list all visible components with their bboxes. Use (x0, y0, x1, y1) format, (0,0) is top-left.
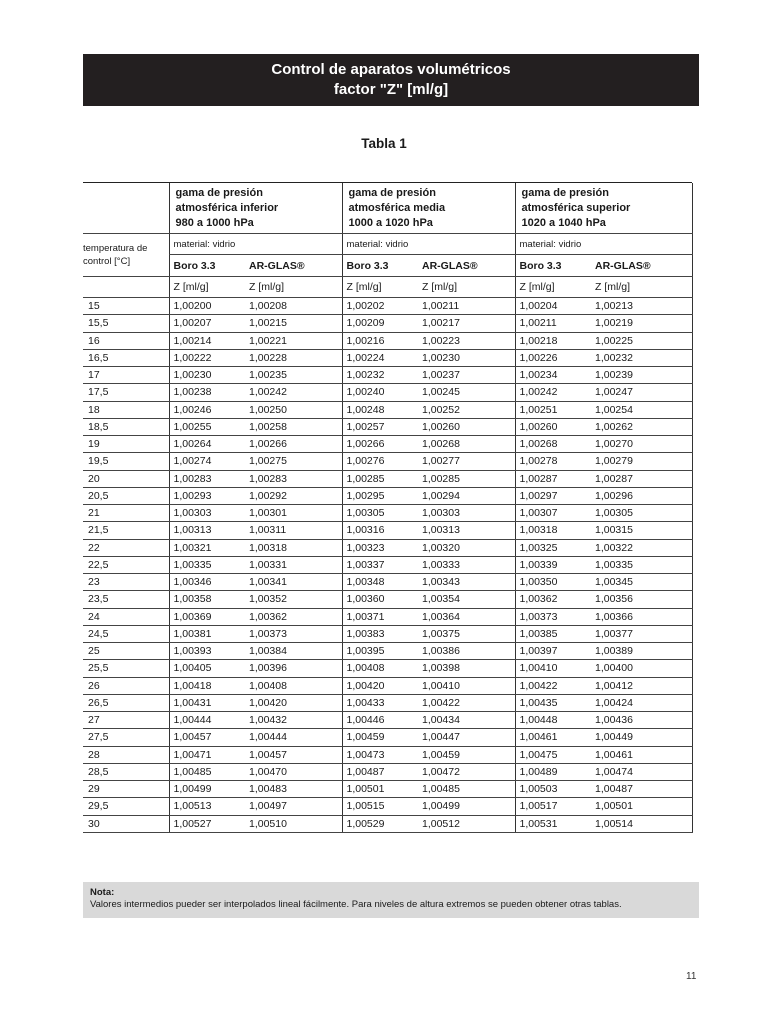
temperature-cell: 18,5 (83, 418, 169, 435)
z-factor-cell: 1,00221 (249, 332, 342, 349)
z-factor-cell: 1,00260 (515, 418, 595, 435)
table-row (83, 298, 692, 315)
z-factor-cell: 1,00501 (342, 781, 422, 798)
z-factor-cell: 1,00345 (595, 574, 692, 591)
z-factor-cell: 1,00472 (422, 763, 515, 780)
z-factor-cell: 1,00235 (249, 367, 342, 384)
z-factor-cell: 1,00303 (169, 505, 249, 522)
z-factor-cell: 1,00459 (342, 729, 422, 746)
temperature-cell: 17,5 (83, 384, 169, 401)
table-row (83, 401, 692, 418)
glass-arglas-mid: AR-GLAS® (422, 255, 515, 277)
temperature-header-line2: control [°C] (83, 256, 131, 267)
z-factor-cell: 1,00362 (515, 591, 595, 608)
z-factor-cell: 1,00301 (249, 505, 342, 522)
unit-arglas-low: Z [ml/g] (249, 277, 342, 298)
temperature-cell: 17 (83, 367, 169, 384)
z-factor-cell: 1,00389 (595, 643, 692, 660)
z-factor-cell: 1,00471 (169, 746, 249, 763)
z-factor-cell: 1,00420 (342, 677, 422, 694)
table-row (83, 781, 692, 798)
z-factor-cell: 1,00408 (342, 660, 422, 677)
table-row (83, 798, 692, 815)
table-row (83, 625, 692, 642)
z-factor-cell: 1,00448 (515, 712, 595, 729)
table-row (83, 643, 692, 660)
table-row (83, 315, 692, 332)
z-factor-cell: 1,00303 (422, 505, 515, 522)
z-factor-cell: 1,00487 (595, 781, 692, 798)
z-factor-cell: 1,00447 (422, 729, 515, 746)
z-factor-cell: 1,00232 (595, 349, 692, 366)
z-factor-cell: 1,00318 (515, 522, 595, 539)
z-factor-cell: 1,00383 (342, 625, 422, 642)
z-factor-cell: 1,00384 (249, 643, 342, 660)
temperature-cell: 30 (83, 815, 169, 832)
z-factor-cell: 1,00323 (342, 539, 422, 556)
z-factor-cell: 1,00320 (422, 539, 515, 556)
z-factor-cell: 1,00356 (595, 591, 692, 608)
z-factor-cell: 1,00279 (595, 453, 692, 470)
temperature-cell: 15 (83, 298, 169, 315)
z-factor-cell: 1,00343 (422, 574, 515, 591)
z-factor-cell: 1,00242 (249, 384, 342, 401)
z-factor-cell: 1,00405 (169, 660, 249, 677)
z-factor-cell: 1,00335 (595, 556, 692, 573)
z-factor-cell: 1,00254 (595, 401, 692, 418)
z-factor-cell: 1,00270 (595, 436, 692, 453)
z-factor-cell: 1,00499 (422, 798, 515, 815)
z-factor-cell: 1,00529 (342, 815, 422, 832)
temperature-cell: 22,5 (83, 556, 169, 573)
temperature-cell: 25,5 (83, 660, 169, 677)
z-factor-cell: 1,00369 (169, 608, 249, 625)
table-row (83, 660, 692, 677)
z-factor-cell: 1,00408 (249, 677, 342, 694)
z-factor-cell: 1,00321 (169, 539, 249, 556)
z-factor-cell: 1,00474 (595, 763, 692, 780)
z-factor-cell: 1,00515 (342, 798, 422, 815)
header-title-line1: Control de aparatos volumétricos (271, 61, 511, 78)
temperature-cell: 28,5 (83, 763, 169, 780)
z-factor-cell: 1,00250 (249, 401, 342, 418)
z-factor-cell: 1,00371 (342, 608, 422, 625)
unit-boro-mid: Z [ml/g] (342, 277, 422, 298)
z-factor-cell: 1,00247 (595, 384, 692, 401)
material-high: material: vidrio (515, 234, 692, 255)
z-factor-cell: 1,00294 (422, 487, 515, 504)
temperature-cell: 29,5 (83, 798, 169, 815)
page-header-banner (83, 54, 699, 106)
z-factor-cell: 1,00459 (422, 746, 515, 763)
z-factor-cell: 1,00277 (422, 453, 515, 470)
z-factor-cell: 1,00436 (595, 712, 692, 729)
z-factor-cell: 1,00432 (249, 712, 342, 729)
z-factor-cell: 1,00226 (515, 349, 595, 366)
z-factor-cell: 1,00461 (595, 746, 692, 763)
temperature-cell: 20 (83, 470, 169, 487)
z-factor-cell: 1,00358 (169, 591, 249, 608)
z-factor-cell: 1,00422 (515, 677, 595, 694)
z-factor-cell: 1,00224 (342, 349, 422, 366)
unit-boro-high: Z [ml/g] (515, 277, 595, 298)
z-factor-cell: 1,00350 (515, 574, 595, 591)
table-title: Tabla 1 (361, 136, 407, 151)
temperature-cell: 23,5 (83, 591, 169, 608)
glass-arglas-low: AR-GLAS® (249, 255, 342, 277)
z-factor-cell: 1,00217 (422, 315, 515, 332)
unit-arglas-mid: Z [ml/g] (422, 277, 515, 298)
z-factor-cell: 1,00230 (169, 367, 249, 384)
note-title: Nota: (90, 887, 115, 898)
table-row (83, 349, 692, 366)
z-factor-cell: 1,00366 (595, 608, 692, 625)
z-factor-cell: 1,00348 (342, 574, 422, 591)
temperature-cell: 25 (83, 643, 169, 660)
table-row (83, 453, 692, 470)
temperature-cell: 24,5 (83, 625, 169, 642)
z-factor-cell: 1,00274 (169, 453, 249, 470)
range-high-line3: 1020 a 1040 hPa (521, 216, 606, 229)
z-factor-cell: 1,00293 (169, 487, 249, 504)
z-factor-cell: 1,00475 (515, 746, 595, 763)
z-factor-cell: 1,00381 (169, 625, 249, 642)
z-factor-cell: 1,00242 (515, 384, 595, 401)
unit-arglas-high: Z [ml/g] (595, 277, 692, 298)
z-factor-cell: 1,00228 (249, 349, 342, 366)
z-factor-cell: 1,00461 (515, 729, 595, 746)
table-row (83, 763, 692, 780)
z-factor-cell: 1,00364 (422, 608, 515, 625)
z-factor-cell: 1,00262 (595, 418, 692, 435)
z-factor-cell: 1,00238 (169, 384, 249, 401)
z-factor-cell: 1,00410 (422, 677, 515, 694)
z-factor-cell: 1,00246 (169, 401, 249, 418)
temperature-header (83, 234, 169, 277)
table-row (83, 436, 692, 453)
z-factor-cell: 1,00278 (515, 453, 595, 470)
unit-boro-low: Z [ml/g] (169, 277, 249, 298)
note-box (83, 882, 699, 918)
temperature-cell: 26,5 (83, 694, 169, 711)
z-factor-cell: 1,00431 (169, 694, 249, 711)
temperature-cell: 19,5 (83, 453, 169, 470)
z-factor-cell: 1,00444 (249, 729, 342, 746)
z-factor-cell: 1,00501 (595, 798, 692, 815)
z-factor-cell: 1,00211 (515, 315, 595, 332)
range-high-line2: atmosférica superior (521, 201, 631, 214)
z-factor-cell: 1,00283 (169, 470, 249, 487)
z-factor-cell: 1,00433 (342, 694, 422, 711)
z-factor-cell: 1,00260 (422, 418, 515, 435)
table-row (83, 367, 692, 384)
temperature-cell: 24 (83, 608, 169, 625)
z-factor-cell: 1,00434 (422, 712, 515, 729)
z-factor-cell: 1,00339 (515, 556, 595, 573)
z-factor-cell: 1,00232 (342, 367, 422, 384)
z-factor-cell: 1,00424 (595, 694, 692, 711)
z-factor-cell: 1,00435 (515, 694, 595, 711)
material-mid: material: vidrio (342, 234, 515, 255)
glass-boro-high: Boro 3.3 (515, 255, 595, 277)
table-row (83, 539, 692, 556)
z-factor-cell: 1,00514 (595, 815, 692, 832)
z-factor-cell: 1,00473 (342, 746, 422, 763)
z-factor-cell: 1,00396 (249, 660, 342, 677)
table-row (83, 574, 692, 591)
temperature-cell: 23 (83, 574, 169, 591)
pressure-range-mid (342, 183, 515, 234)
z-factor-cell: 1,00218 (515, 332, 595, 349)
z-factor-cell: 1,00207 (169, 315, 249, 332)
table-row (83, 522, 692, 539)
z-factor-cell: 1,00295 (342, 487, 422, 504)
z-factor-cell: 1,00362 (249, 608, 342, 625)
z-factor-cell: 1,00287 (515, 470, 595, 487)
z-factor-cell: 1,00499 (169, 781, 249, 798)
corner-blank-cell (83, 183, 169, 234)
z-factor-cell: 1,00237 (422, 367, 515, 384)
z-factor-cell: 1,00398 (422, 660, 515, 677)
z-factor-cell: 1,00257 (342, 418, 422, 435)
z-factor-cell: 1,00266 (342, 436, 422, 453)
temperature-cell: 29 (83, 781, 169, 798)
range-high-line1: gama de presión (521, 186, 609, 199)
table-row (83, 418, 692, 435)
z-factor-cell: 1,00213 (595, 298, 692, 315)
glass-boro-mid: Boro 3.3 (342, 255, 422, 277)
z-factor-cell: 1,00248 (342, 401, 422, 418)
z-factor-cell: 1,00503 (515, 781, 595, 798)
z-factor-cell: 1,00209 (342, 315, 422, 332)
z-factor-cell: 1,00202 (342, 298, 422, 315)
z-factor-cell: 1,00200 (169, 298, 249, 315)
z-factor-cell: 1,00311 (249, 522, 342, 539)
table-row (83, 608, 692, 625)
table-row (83, 384, 692, 401)
z-factor-cell: 1,00422 (422, 694, 515, 711)
z-factor-cell: 1,00449 (595, 729, 692, 746)
z-factor-cell: 1,00331 (249, 556, 342, 573)
z-factor-cell: 1,00341 (249, 574, 342, 591)
table-row (83, 487, 692, 504)
range-mid-line3: 1000 a 1020 hPa (348, 216, 433, 229)
z-factor-cell: 1,00216 (342, 332, 422, 349)
temperature-cell: 28 (83, 746, 169, 763)
z-factor-cell: 1,00487 (342, 763, 422, 780)
table-row (83, 591, 692, 608)
z-factor-cell: 1,00333 (422, 556, 515, 573)
z-factor-cell: 1,00513 (169, 798, 249, 815)
z-factor-cell: 1,00352 (249, 591, 342, 608)
z-factor-cell: 1,00285 (422, 470, 515, 487)
z-factor-cell: 1,00373 (515, 608, 595, 625)
z-factor-cell: 1,00230 (422, 349, 515, 366)
z-factor-cell: 1,00211 (422, 298, 515, 315)
z-factor-cell: 1,00318 (249, 539, 342, 556)
temperature-cell: 18 (83, 401, 169, 418)
z-factor-cell: 1,00354 (422, 591, 515, 608)
z-factor-cell: 1,00527 (169, 815, 249, 832)
z-factor-cell: 1,00307 (515, 505, 595, 522)
z-factor-cell: 1,00412 (595, 677, 692, 694)
z-factor-cell: 1,00346 (169, 574, 249, 591)
temperature-cell: 16 (83, 332, 169, 349)
temperature-cell: 16,5 (83, 349, 169, 366)
range-low-line1: gama de presión (175, 186, 263, 199)
z-factor-cell: 1,00485 (422, 781, 515, 798)
z-factor-cell: 1,00222 (169, 349, 249, 366)
z-factor-cell: 1,00510 (249, 815, 342, 832)
z-factor-cell: 1,00208 (249, 298, 342, 315)
range-low-line2: atmosférica inferior (175, 201, 279, 214)
temperature-cell: 27 (83, 712, 169, 729)
z-factor-cell: 1,00215 (249, 315, 342, 332)
temperature-cell: 22 (83, 539, 169, 556)
table-row (83, 694, 692, 711)
z-factor-cell: 1,00239 (595, 367, 692, 384)
temperature-cell: 15,5 (83, 315, 169, 332)
z-factor-cell: 1,00497 (249, 798, 342, 815)
table-row (83, 332, 692, 349)
z-factor-cell: 1,00287 (595, 470, 692, 487)
table-row (83, 470, 692, 487)
z-factor-cell: 1,00483 (249, 781, 342, 798)
z-factor-cell: 1,00337 (342, 556, 422, 573)
note-text: Valores intermedios pueder ser interpolados lineal fácilmente. Para niveles de altura extremos se pueden obtener otras tablas. (90, 899, 622, 910)
z-factor-cell: 1,00457 (249, 746, 342, 763)
z-factor-cell: 1,00360 (342, 591, 422, 608)
z-factor-cell: 1,00283 (249, 470, 342, 487)
table-row (83, 746, 692, 763)
temperature-cell: 21,5 (83, 522, 169, 539)
z-factor-cell: 1,00400 (595, 660, 692, 677)
z-factor-cell: 1,00444 (169, 712, 249, 729)
pressure-range-high (515, 183, 692, 234)
z-factor-cell: 1,00240 (342, 384, 422, 401)
z-factor-table (83, 182, 693, 833)
z-factor-cell: 1,00245 (422, 384, 515, 401)
z-factor-cell: 1,00375 (422, 625, 515, 642)
z-factor-cell: 1,00225 (595, 332, 692, 349)
z-factor-cell: 1,00285 (342, 470, 422, 487)
temperature-cell: 21 (83, 505, 169, 522)
table-row (83, 815, 692, 832)
z-factor-cell: 1,00386 (422, 643, 515, 660)
range-mid-line2: atmosférica media (348, 201, 446, 214)
header-title-line2: factor "Z" [ml/g] (333, 81, 449, 98)
z-factor-cell: 1,00395 (342, 643, 422, 660)
pressure-range-low (169, 183, 342, 234)
z-factor-cell: 1,00276 (342, 453, 422, 470)
table-row (83, 556, 692, 573)
z-factor-cell: 1,00268 (515, 436, 595, 453)
table-row (83, 729, 692, 746)
z-factor-cell: 1,00219 (595, 315, 692, 332)
z-factor-cell: 1,00252 (422, 401, 515, 418)
glass-arglas-high: AR-GLAS® (595, 255, 692, 277)
unit-blank-cell (83, 277, 169, 298)
z-factor-cell: 1,00489 (515, 763, 595, 780)
z-factor-cell: 1,00418 (169, 677, 249, 694)
z-factor-cell: 1,00517 (515, 798, 595, 815)
z-factor-cell: 1,00410 (515, 660, 595, 677)
z-factor-cell: 1,00316 (342, 522, 422, 539)
range-low-line3: 980 a 1000 hPa (175, 216, 254, 229)
z-factor-cell: 1,00266 (249, 436, 342, 453)
z-factor-cell: 1,00258 (249, 418, 342, 435)
z-factor-cell: 1,00296 (595, 487, 692, 504)
z-factor-cell: 1,00305 (342, 505, 422, 522)
z-factor-cell: 1,00393 (169, 643, 249, 660)
z-factor-cell: 1,00377 (595, 625, 692, 642)
z-factor-cell: 1,00251 (515, 401, 595, 418)
z-factor-cell: 1,00313 (422, 522, 515, 539)
z-factor-cell: 1,00420 (249, 694, 342, 711)
z-factor-cell: 1,00214 (169, 332, 249, 349)
temperature-cell: 19 (83, 436, 169, 453)
z-factor-cell: 1,00325 (515, 539, 595, 556)
z-factor-cell: 1,00457 (169, 729, 249, 746)
temperature-cell: 27,5 (83, 729, 169, 746)
z-factor-cell: 1,00264 (169, 436, 249, 453)
z-factor-cell: 1,00446 (342, 712, 422, 729)
temperature-cell: 26 (83, 677, 169, 694)
z-factor-cell: 1,00234 (515, 367, 595, 384)
z-factor-cell: 1,00397 (515, 643, 595, 660)
z-factor-cell: 1,00531 (515, 815, 595, 832)
z-factor-cell: 1,00485 (169, 763, 249, 780)
z-factor-cell: 1,00313 (169, 522, 249, 539)
z-factor-cell: 1,00297 (515, 487, 595, 504)
z-factor-cell: 1,00305 (595, 505, 692, 522)
page-number: 11 (686, 971, 697, 982)
z-factor-cell: 1,00373 (249, 625, 342, 642)
z-factor-cell: 1,00255 (169, 418, 249, 435)
z-factor-cell: 1,00335 (169, 556, 249, 573)
material-low: material: vidrio (169, 234, 342, 255)
z-factor-cell: 1,00292 (249, 487, 342, 504)
z-factor-cell: 1,00322 (595, 539, 692, 556)
table-row (83, 677, 692, 694)
range-mid-line1: gama de presión (348, 186, 436, 199)
z-factor-cell: 1,00512 (422, 815, 515, 832)
table-row (83, 505, 692, 522)
z-factor-cell: 1,00315 (595, 522, 692, 539)
temperature-header-line1: temperatura de (83, 243, 148, 254)
table-row (83, 712, 692, 729)
z-factor-cell: 1,00275 (249, 453, 342, 470)
z-factor-cell: 1,00204 (515, 298, 595, 315)
z-factor-cell: 1,00470 (249, 763, 342, 780)
z-factor-cell: 1,00385 (515, 625, 595, 642)
z-factor-cell: 1,00223 (422, 332, 515, 349)
glass-boro-low: Boro 3.3 (169, 255, 249, 277)
temperature-cell: 20,5 (83, 487, 169, 504)
z-factor-cell: 1,00268 (422, 436, 515, 453)
